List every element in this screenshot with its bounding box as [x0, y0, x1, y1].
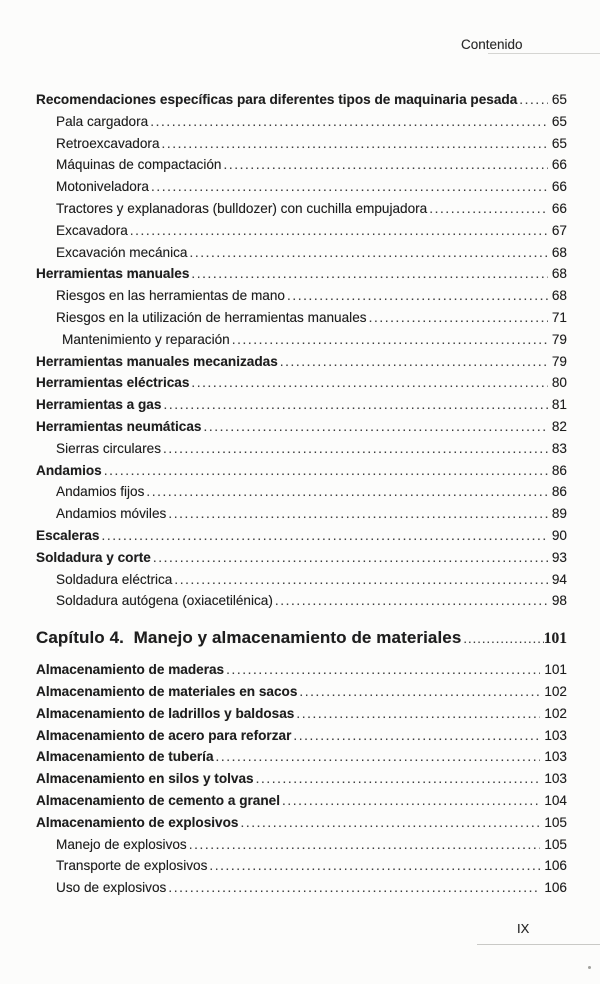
toc-page-number: 65: [551, 135, 567, 151]
toc-entry-row: [36, 812, 567, 834]
toc-entry-label: Sierras circulares: [56, 440, 161, 456]
toc-entry-label: Herramientas eléctricas: [36, 375, 190, 391]
toc-page-number: 101: [543, 630, 567, 648]
footer-rule: [477, 944, 600, 945]
toc-entry-label: Soldadura y corte: [36, 549, 151, 565]
toc-leader-dots: [256, 768, 541, 790]
toc-page-number: 80: [551, 375, 567, 391]
running-header: Contenido: [461, 37, 523, 52]
toc-entry-row: [36, 703, 567, 725]
toc-entry-row: [36, 746, 567, 768]
toc-page-number: 81: [551, 397, 567, 413]
toc-entry-row: [36, 659, 567, 681]
toc-entry-row: [36, 460, 567, 482]
toc-entry-row: [36, 220, 567, 242]
toc-page-number: 82: [551, 418, 567, 434]
toc-entry-label: Transporte de explosivos: [56, 858, 208, 874]
toc-page-number: 79: [551, 331, 567, 347]
toc-entry-row: [36, 154, 567, 176]
toc-entry-label: Pala cargadora: [56, 113, 149, 129]
toc-entry-row: [36, 285, 567, 307]
toc-leader-dots: [287, 285, 548, 307]
toc-entry-row: [36, 503, 567, 525]
toc-entry-label: Uso de explosivos: [56, 880, 167, 896]
toc-leader-dots: [163, 394, 547, 416]
toc-leader-dots: [104, 460, 548, 482]
toc-leader-dots: [174, 569, 548, 591]
toc-entry-row: [36, 569, 567, 591]
toc-entry-label: Herramientas a gas: [36, 397, 162, 413]
toc-entry-row: [36, 416, 567, 438]
toc-entry-label: Almacenamiento de acero para reforzar: [36, 727, 292, 743]
toc-entry-label: Herramientas neumáticas: [36, 418, 202, 434]
toc-entry-label: Escaleras: [36, 527, 100, 543]
toc-leader-dots: [429, 198, 548, 220]
toc-entry-row: [36, 394, 567, 416]
toc-entry-row: [36, 242, 567, 264]
toc-page-number: 93: [551, 549, 567, 565]
toc-entry-row: [36, 133, 567, 155]
toc-page-number: 68: [551, 244, 567, 260]
toc-page-number: 94: [551, 571, 567, 587]
toc-entry-label: Retroexcavadora: [56, 135, 160, 151]
toc-page-number: 65: [551, 92, 567, 107]
toc-entry-row: [36, 329, 567, 351]
toc-entry-label: Máquinas de compactación: [56, 157, 222, 173]
toc-entry-label: Soldadura autógena (oxiacetilénica): [56, 593, 273, 609]
toc-entry-row: [36, 263, 567, 285]
toc-entry-label: Almacenamiento de explosivos: [36, 814, 239, 830]
toc-entry-label: Herramientas manuales mecanizadas: [36, 353, 278, 369]
toc-entry-row: [36, 481, 567, 503]
scan-noise-speck: [588, 966, 591, 969]
toc-entry-row: [36, 834, 567, 856]
toc-leader-dots: [216, 746, 541, 768]
toc-leader-dots: [168, 503, 548, 525]
toc-leader-dots: [296, 703, 540, 725]
toc-entry-row: [36, 307, 567, 329]
toc-leader-dots: [275, 590, 548, 612]
folio-page-number: IX: [517, 921, 530, 936]
toc-leader-dots: [150, 111, 548, 133]
toc-entry-row: [36, 438, 567, 460]
toc-leader-dots: [191, 263, 547, 285]
toc-page-number: 102: [544, 705, 567, 721]
toc-leader-dots: [463, 623, 543, 654]
toc-leader-dots: [240, 812, 540, 834]
toc-page-number: 101: [544, 662, 567, 678]
toc-leader-dots: [203, 416, 547, 438]
toc-entry-row: [36, 111, 567, 133]
toc-page-number: 66: [551, 179, 567, 195]
toc-entry-label: Almacenamiento de tubería: [36, 749, 214, 765]
toc-entry-label: Motoniveladora: [56, 179, 149, 195]
toc-page-number: 71: [551, 309, 567, 325]
toc-leader-dots: [163, 438, 548, 460]
toc-entry-label: Soldadura eléctrica: [56, 571, 173, 587]
toc-leader-dots: [232, 329, 548, 351]
toc-page-number: 105: [544, 814, 567, 830]
toc-entry-row: [36, 790, 567, 812]
toc-page-number: 103: [544, 771, 567, 787]
toc-entry-label: Mantenimiento y reparación: [62, 331, 230, 347]
toc-leader-dots: [282, 790, 540, 812]
toc-page-number: 105: [544, 836, 567, 852]
toc-entry-label: Almacenamiento de materiales en sacos: [36, 683, 298, 699]
toc-entry-row: [36, 176, 567, 198]
toc-leader-dots: [224, 154, 548, 176]
toc-page-number: 104: [544, 792, 567, 808]
toc-page-number: 83: [551, 440, 567, 456]
toc-entry-label: Excavadora: [56, 222, 128, 238]
toc-leader-dots: [209, 855, 540, 877]
toc-entry-label: Capítulo 4. Manejo y almacenamiento de materiales: [36, 628, 462, 648]
toc-page-number: 68: [551, 288, 567, 304]
toc-leader-dots: [369, 307, 548, 329]
toc-entry-label: Andamios: [36, 462, 102, 478]
toc-entry-row: [36, 681, 567, 703]
toc-entry-label: Riesgos en la utilización de herramientas manuales: [56, 309, 367, 325]
toc-entry-row: [36, 855, 567, 877]
toc-page-number: 66: [551, 157, 567, 173]
toc-leader-dots: [102, 525, 548, 547]
toc-entry-label: Almacenamiento en silos y tolvas: [36, 771, 254, 787]
toc-leader-dots: [519, 89, 548, 111]
toc-page-number: 90: [551, 527, 567, 543]
toc-entry-label: Manejo de explosivos: [56, 836, 187, 852]
toc-entry-row: [36, 89, 567, 111]
toc-leader-dots: [189, 242, 547, 264]
toc-entry-label: Herramientas manuales: [36, 266, 190, 282]
toc-chapter-row: [36, 623, 567, 653]
toc-leader-dots: [191, 372, 547, 394]
toc-entry-row: [36, 547, 567, 569]
toc-page-number: 106: [544, 880, 567, 896]
toc-entry-label: Andamios fijos: [56, 484, 145, 500]
toc-entry-label: Almacenamiento de maderas: [36, 662, 225, 678]
toc-page-number: 86: [551, 484, 567, 500]
toc-leader-dots: [162, 133, 548, 155]
toc-leader-dots: [189, 834, 541, 856]
toc-entry-row: [36, 525, 567, 547]
toc-page-number: 102: [544, 683, 567, 699]
toc-leader-dots: [130, 220, 548, 242]
toc-page-number: 98: [551, 593, 567, 609]
toc-entry-label: Recomendaciones específicas para diferentes tipos de maquinaria pesada: [36, 92, 518, 107]
toc-entry-row: [36, 372, 567, 394]
toc-leader-dots: [151, 176, 548, 198]
toc-leader-dots: [168, 877, 540, 899]
toc-leader-dots: [226, 659, 540, 681]
toc-entry-label: Riesgos en las herramientas de mano: [56, 288, 285, 304]
toc-page-number: 89: [551, 506, 567, 522]
toc-page-number: 68: [551, 266, 567, 282]
toc-page-number: 79: [551, 353, 567, 369]
toc-page-number: 86: [551, 462, 567, 478]
toc-leader-dots: [280, 351, 548, 373]
toc-page-number: 67: [551, 222, 567, 238]
toc-page-number: 103: [544, 727, 567, 743]
toc-page-number: 66: [551, 200, 567, 216]
toc-entry-row: [36, 725, 567, 747]
toc-entry-row: [36, 351, 567, 373]
toc-entry-label: Almacenamiento de cemento a granel: [36, 792, 281, 808]
toc-leader-dots: [153, 547, 548, 569]
toc-entry-label: Tractores y explanadoras (bulldozer) con cuchilla empujadora: [56, 200, 428, 216]
table-of-contents: [36, 89, 567, 899]
toc-entry-label: Excavación mecánica: [56, 244, 188, 260]
toc-entry-row: [36, 198, 567, 220]
toc-entry-label: Almacenamiento de ladrillos y baldosas: [36, 705, 295, 721]
toc-leader-dots: [299, 681, 540, 703]
toc-page-number: 106: [544, 858, 567, 874]
toc-page-number: 65: [551, 113, 567, 129]
toc-entry-row: [36, 768, 567, 790]
toc-leader-dots: [293, 725, 540, 747]
toc-entry-row: [36, 590, 567, 612]
toc-page-number: 103: [544, 749, 567, 765]
toc-leader-dots: [146, 481, 547, 503]
toc-entry-row: [36, 877, 567, 899]
toc-entry-label: Andamios móviles: [56, 506, 167, 522]
header-rule: [488, 53, 600, 54]
